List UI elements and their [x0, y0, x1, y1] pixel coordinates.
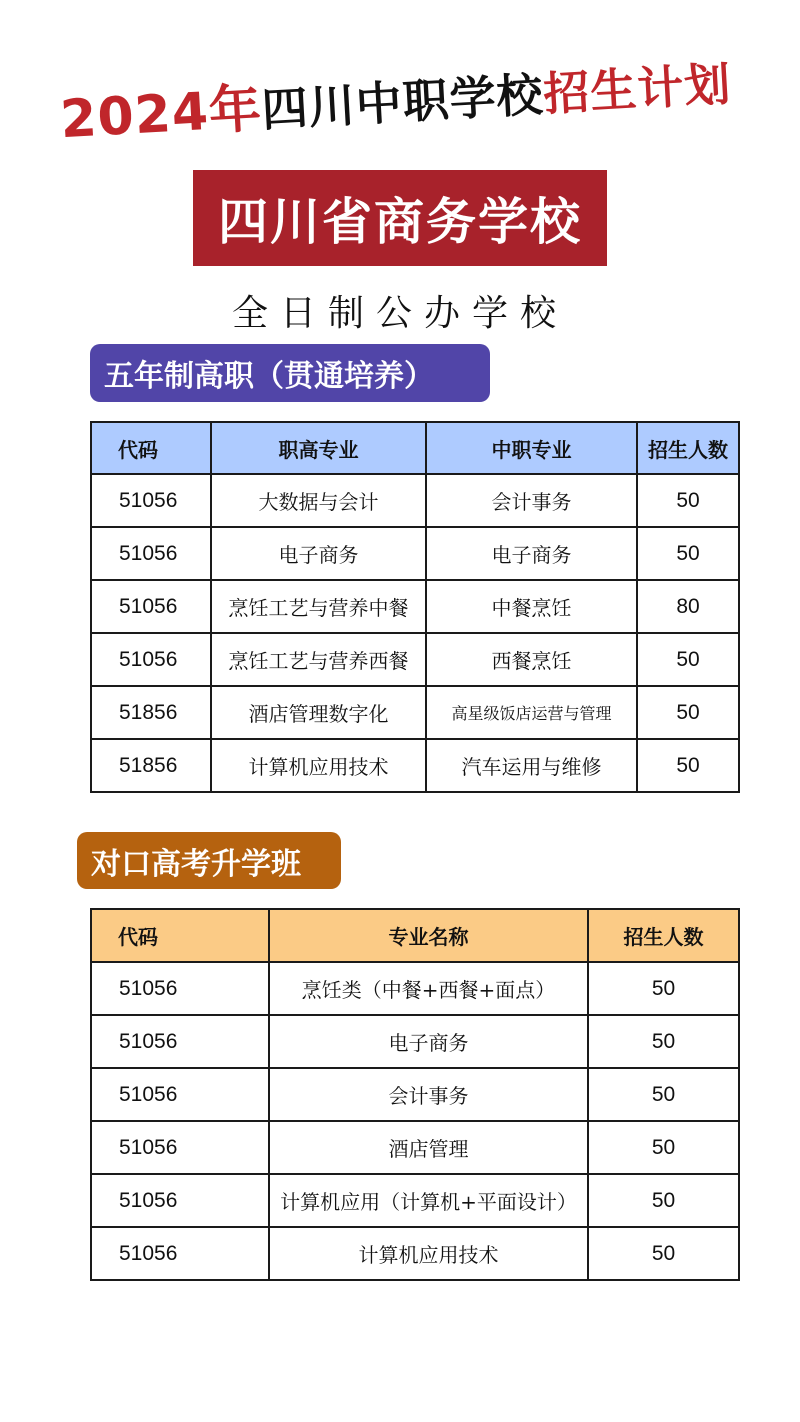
- cell-vocational-major: 酒店管理数字化: [211, 686, 426, 739]
- cell-enrollment: 50: [588, 1121, 739, 1174]
- cell-secondary-major: 会计事务: [426, 474, 637, 527]
- school-name-banner: 四川省商务学校: [193, 170, 607, 266]
- table-row: [91, 474, 739, 527]
- cell-code: 51056: [91, 527, 211, 580]
- cell-secondary-major: 汽车运用与维修: [426, 739, 637, 792]
- cell-code: 51056: [91, 474, 211, 527]
- table-row: [91, 1174, 739, 1227]
- cell-code: 51056: [91, 633, 211, 686]
- cell-enrollment: 50: [637, 739, 739, 792]
- cell-enrollment: 50: [588, 1015, 739, 1068]
- section2-title: 对口高考升学班: [77, 832, 341, 889]
- cell-code: 51056: [91, 962, 269, 1015]
- cell-code: 51056: [91, 1068, 269, 1121]
- cell-major-name: 计算机应用（计算机+平面设计）: [269, 1174, 588, 1227]
- header-enrollment: 招生人数: [588, 909, 739, 962]
- cell-vocational-major: 电子商务: [211, 527, 426, 580]
- header-secondary-major: 中职专业: [426, 422, 637, 474]
- headline-end: 招生计划: [541, 56, 733, 122]
- cell-vocational-major: 烹饪工艺与营养中餐: [211, 580, 426, 633]
- cell-code: 51856: [91, 686, 211, 739]
- cell-enrollment: 50: [588, 1068, 739, 1121]
- five-year-program-table: [90, 421, 740, 793]
- cell-code: 51056: [91, 1121, 269, 1174]
- table-row: [91, 686, 739, 739]
- cell-secondary-major: 西餐烹饪: [426, 633, 637, 686]
- cell-vocational-major: 大数据与会计: [211, 474, 426, 527]
- table-row: [91, 1015, 739, 1068]
- header-code: 代码: [91, 422, 211, 474]
- cell-vocational-major: 烹饪工艺与营养西餐: [211, 633, 426, 686]
- table-header-row: [91, 422, 739, 474]
- cell-enrollment: 50: [588, 1174, 739, 1227]
- cell-major-name: 计算机应用技术: [269, 1227, 588, 1280]
- table-row: [91, 1068, 739, 1121]
- table-row: [91, 1121, 739, 1174]
- header-major-name: 专业名称: [269, 909, 588, 962]
- cell-secondary-major: 中餐烹饪: [426, 580, 637, 633]
- table-header-row: [91, 909, 739, 962]
- table-row: [91, 1227, 739, 1280]
- table-row: [91, 633, 739, 686]
- college-entrance-class-table: [90, 908, 740, 1281]
- cell-major-name: 烹饪类（中餐+西餐+面点）: [269, 962, 588, 1015]
- cell-secondary-major: 高星级饭店运营与管理: [426, 686, 637, 739]
- section1-title: 五年制高职（贯通培养）: [90, 344, 490, 402]
- cell-enrollment: 50: [588, 962, 739, 1015]
- cell-enrollment: 80: [637, 580, 739, 633]
- cell-code: 51056: [91, 580, 211, 633]
- cell-secondary-major: 电子商务: [426, 527, 637, 580]
- cell-enrollment: 50: [637, 527, 739, 580]
- cell-enrollment: 50: [637, 474, 739, 527]
- cell-enrollment: 50: [637, 686, 739, 739]
- header-code: 代码: [91, 909, 269, 962]
- header-vocational-major: 职高专业: [211, 422, 426, 474]
- cell-code: 51056: [91, 1015, 269, 1068]
- table-row: [91, 739, 739, 792]
- cell-code: 51056: [91, 1227, 269, 1280]
- cell-major-name: 会计事务: [269, 1068, 588, 1121]
- cell-vocational-major: 计算机应用技术: [211, 739, 426, 792]
- cell-code: 51056: [91, 1174, 269, 1227]
- cell-code: 51856: [91, 739, 211, 792]
- school-type-label: 全日制公办学校: [231, 293, 568, 334]
- cell-major-name: 酒店管理: [269, 1121, 588, 1174]
- cell-major-name: 电子商务: [269, 1015, 588, 1068]
- headline-middle: 四川中职学校: [260, 67, 545, 137]
- table-row: [91, 527, 739, 580]
- table-row: [91, 962, 739, 1015]
- cell-enrollment: 50: [637, 633, 739, 686]
- cell-enrollment: 50: [588, 1227, 739, 1280]
- table-row: [91, 580, 739, 633]
- header-enrollment: 招生人数: [637, 422, 739, 474]
- headline-year: 2024年: [58, 79, 264, 151]
- page-headline: [58, 39, 752, 167]
